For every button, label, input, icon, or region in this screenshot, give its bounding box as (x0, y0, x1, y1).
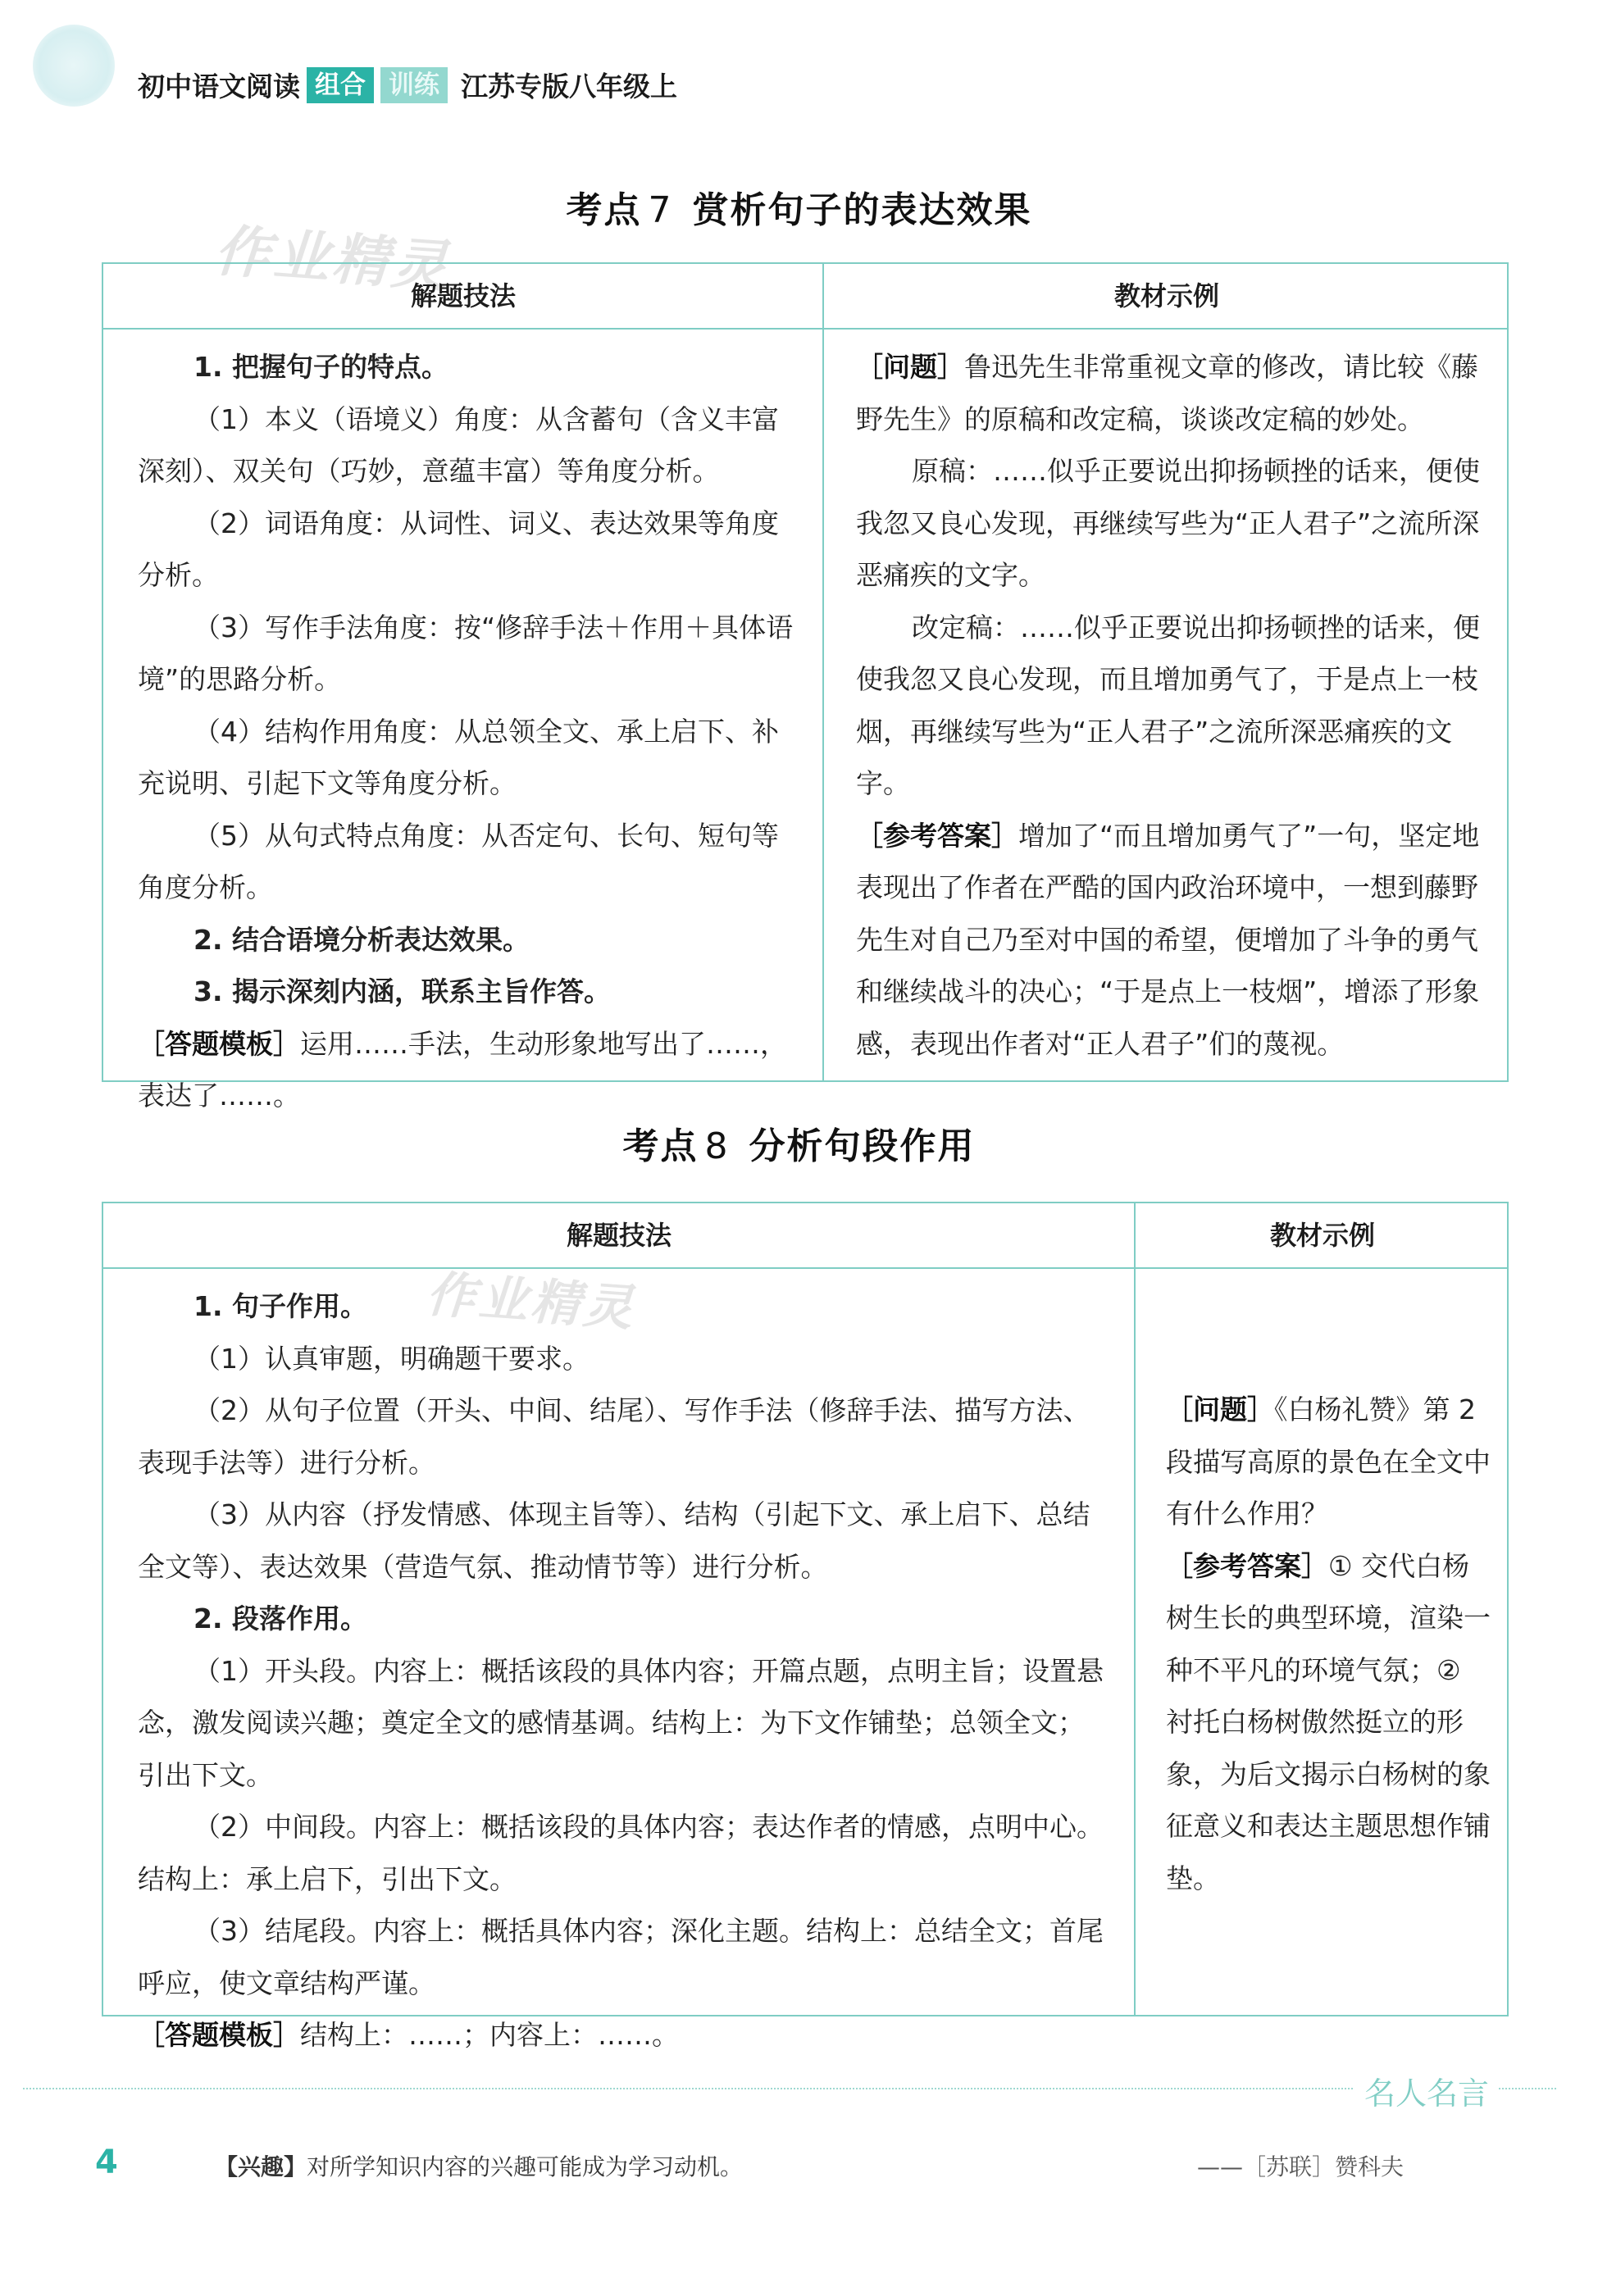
s7-left-p4: （3）写作手法角度：按“修辞手法＋作用＋具体语境”的思路分析。 (138, 611, 794, 695)
section8-table (102, 1202, 1509, 2051)
logo-icon (33, 25, 115, 107)
s7-left-p7: 2. 结合语境分析表达效果。 (193, 923, 530, 956)
s8-question-tag: ［问题］ (1166, 1394, 1274, 1425)
s7-final: 改定稿：……似乎正要说出抑扬顿挫的话来，便使我忽又良心发现，而且增加勇气了，于是点上一枝烟，再继续写些为“正人君子”之流所深恶痛疾的文字。 (856, 611, 1480, 799)
s8-left-p5: 2. 段落作用。 (193, 1603, 367, 1634)
s7-template-tag: ［答题模板］ (138, 1027, 300, 1060)
s8-left-p2: （1）认真审题，明确题干要求。 (193, 1342, 590, 1375)
s8-left-p8: （3）结尾段。内容上：概括具体内容；深化主题。结构上：总结全文；首尾呼应，使文章结构严谨。 (138, 1915, 1104, 1999)
s7-left-p8: 3. 揭示深刻内涵，联系主旨作答。 (193, 975, 611, 1007)
s8-left-p3: （2）从句子位置（开头、中间、结尾）、写作手法（修辞手法、描写方法、表现手法等）进行分析。 (138, 1394, 1090, 1479)
section7-heading: 赏析句子的表达效果 (692, 189, 1032, 231)
page-number: 4 (95, 2144, 118, 2181)
section8-col-left: 解题技法 (566, 1220, 672, 1251)
s7-left-p3: （2）词语角度：从词性、词义、表达效果等角度分析。 (138, 507, 779, 591)
watermark: 作业精灵 (212, 219, 453, 300)
section7-number: 7 (648, 189, 673, 231)
quote-label: 名人名言 (1354, 2068, 1499, 2113)
s8-left-p4: （3）从内容（抒发情感、体现主旨等）、结构（引起下文、承上启下、总结全文等）、表达效果（营造气氛、推动情节等）进行分析。 (138, 1498, 1090, 1583)
section8-heading: 分析句段作用 (749, 1125, 976, 1167)
s8-left-template (138, 2009, 1105, 2062)
s7-question (856, 341, 1487, 445)
s8-left-p1: 1. 句子作用。 (193, 1290, 367, 1322)
section8-table-header (103, 1203, 1507, 1269)
s7-draft: 原稿：……似乎正要说出抑扬顿挫的话来，便使我忽又良心发现，再继续写些为“正人君子”之流所深恶痛疾的文字。 (856, 455, 1480, 591)
section7-right-body (856, 341, 1487, 1070)
quote-author: ——［苏联］赞科夫 (1197, 2153, 1405, 2180)
section7-label: 考点 (566, 189, 642, 231)
s7-answer-tag: ［参考答案］ (856, 819, 1018, 852)
quote-tag: 【兴趣】 (215, 2153, 307, 2180)
s7-answer-text: 增加了“而且增加勇气了”一句，坚定地表现出了作者在严酷的国内政治环境中，一想到藤野先生对自己乃至对中国的希望，便增加了斗争的勇气和继续战斗的决心；“于是点上一枝烟”，增添了形象感，表现出作者对“正人君子”们的蔑视。 (856, 819, 1480, 1060)
section7-divider (822, 264, 824, 1080)
s8-answer-tag: ［参考答案］ (1166, 1549, 1328, 1582)
s7-answer (856, 810, 1487, 1071)
section8-number: 8 (704, 1125, 730, 1167)
section7-left-body (138, 341, 795, 1122)
section7-col-left: 解题技法 (410, 280, 516, 311)
s8-question (1166, 1384, 1494, 1540)
section8-left-body (138, 1280, 1105, 2062)
s7-left-p1: 1. 把握句子的特点。 (193, 351, 448, 383)
s8-template-text: 结构上：……；内容上：……。 (300, 2019, 679, 2051)
section7-table-header (103, 264, 1507, 330)
s7-left-p2: （1）本义（语境义）角度：从含蓄句（含义丰富深刻）、双关句（巧妙，意蕴丰富）等角度分析。 (138, 402, 779, 487)
section7-table (102, 262, 1509, 1112)
s8-answer (1166, 1540, 1494, 1905)
page-header (0, 0, 1598, 115)
s8-left-p7: （2）中间段。内容上：概括该段的具体内容；表达作者的情感，点明中心。结构上：承上启下，引出下文。 (138, 1811, 1104, 1895)
s7-question-text: 鲁迅先生非常重视文章的修改，请比较《藤野先生》的原稿和改定稿，谈谈改定稿的妙处。 (856, 351, 1478, 435)
section8-divider (1134, 1203, 1136, 2015)
s7-left-p6: （5）从句式特点角度：从否定句、长句、短句等角度分析。 (138, 819, 779, 903)
footer-divider (23, 2088, 1556, 2089)
s8-left-p6: （1）开头段。内容上：概括该段的具体内容；开篇点题，点明主旨；设置悬念，激发阅读兴趣；奠定全文的感情基调。结构上：为下文作铺垫；总领全文；引出下文。 (138, 1654, 1104, 1791)
s7-left-template (138, 1018, 795, 1122)
s7-question-tag: ［问题］ (856, 351, 964, 383)
section8-right-body (1166, 1384, 1494, 1904)
book-title (138, 66, 677, 104)
section8-col-right: 教材示例 (1269, 1220, 1375, 1251)
quote-text: 对所学知识内容的兴趣可能成为学习动机。 (307, 2153, 744, 2180)
s7-template-text: 运用……手法，生动形象地写出了……，表达了……。 (138, 1027, 787, 1112)
section8-label: 考点 (622, 1125, 699, 1167)
tag-train: 训练 (380, 67, 448, 103)
book-name: 初中语文阅读 (138, 70, 300, 102)
s8-answer-text: ① 交代白杨树生长的典型环境，渲染一种不平凡的环境气氛；② 衬托白杨树傲然挺立的形象，为后文揭示白杨树的象征意义和表达主题思想作铺垫。 (1166, 1549, 1491, 1894)
watermark-2: 作业精灵 (424, 1266, 638, 1338)
tag-combo: 组合 (307, 67, 374, 103)
s7-left-p5: （4）结构作用角度：从总领全文、承上启下、补充说明、引起下文等角度分析。 (138, 715, 779, 799)
footer-quote (215, 2149, 743, 2182)
section7-col-right: 教材示例 (1113, 280, 1219, 311)
s8-template-tag: ［答题模板］ (138, 2019, 300, 2051)
s8-question-text: 《白杨礼赞》第 2 段描写高原的景色在全文中有什么作用？ (1166, 1394, 1491, 1530)
edition: 江苏专版八年级上 (461, 70, 677, 102)
section8-title (0, 1116, 1598, 1169)
